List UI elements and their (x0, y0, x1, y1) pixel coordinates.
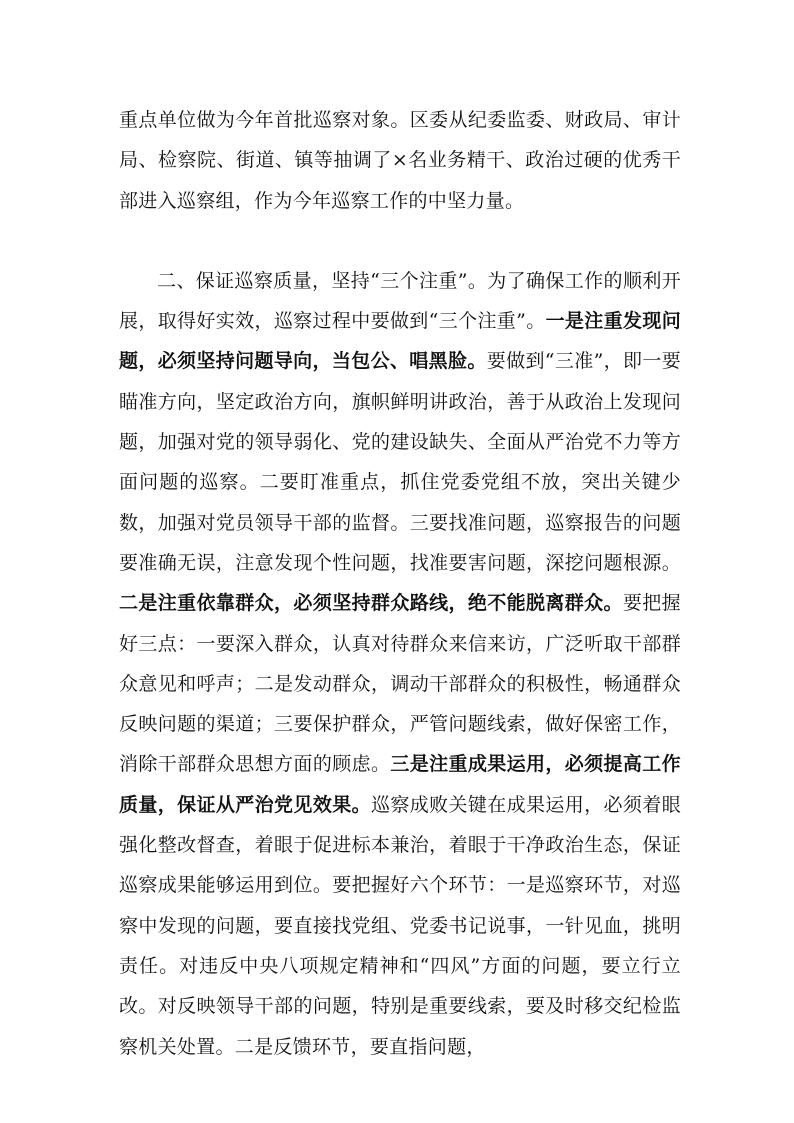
paragraph-2-text-4: 巡察成败关键在成果运用，必须着眼强化整改督查，着眼于促进标本兼治，着眼于干净政治生态，保证巡察成果能够运用到位。要把握好六个环节：一是巡察环节，对巡察中发现的问题，要直接找党组、党委书记说事，一针见血，挑明责任。对违反中央八项规定精神和“四风”方面的问题，要立行立改。对反映领导干部的问题，特别是重要线索，要及时移交纪检监察机关处置。二是反馈环节，要直指问题， (119, 793, 681, 1058)
paragraph-2-text-2: 要做到“三准”，即一要瞄准方向，坚定政治方向，旗帜鲜明讲政治，善于从政治上发现问题，加强对党的领导弱化、党的建设缺失、全面从严治党不力等方面问题的巡察。二要盯准重点，抓住党委党组不放，突出关键少数，加强对党员领导干部的监督。三要找准问题，巡察报告的问题要准确无误，注意发现个性问题，找准要害问题，深挖问题根源。 (119, 350, 682, 574)
paragraph-1: 重点单位做为今年首批巡察对象。区委从纪委监委、财政局、审计局、检察院、街道、镇等抽调了×名业务精干、政治过硬的优秀干部进入巡察组，作为今年巡察工作的中坚力量。 (119, 109, 681, 212)
paragraph-2-bold-3: 三是注重成果运用，必须提高工作质量，保证从严治党见效果。 (119, 753, 681, 816)
paragraph-2-text-3: 要把握好三点：一要深入群众，认真对待群众来信来访，广泛听取干部群众意见和呼声；二是发动群众，调动干部群众的积极性，畅通群众反映问题的渠道；三要保护群众，严管问题线索，做好保密工作，消除干部群众思想方面的顾虑。 (119, 592, 681, 776)
document-page (119, 100, 681, 1067)
paragraph-2-bold-1: 一是注重发现问题，必须坚持问题导向，当包公、唱黑脸。 (119, 310, 682, 373)
paragraph-2 (119, 261, 681, 1067)
paragraph-2-text-1: 二、保证巡察质量，坚持“三个注重”。为了确保工作的顺利开展，取得好实效，巡察过程中要做到“三个注重”。 (119, 269, 681, 333)
paragraph-2-bold-2: 二是注重依靠群众，必须坚持群众路线，绝不能脱离群众。 (119, 592, 623, 615)
